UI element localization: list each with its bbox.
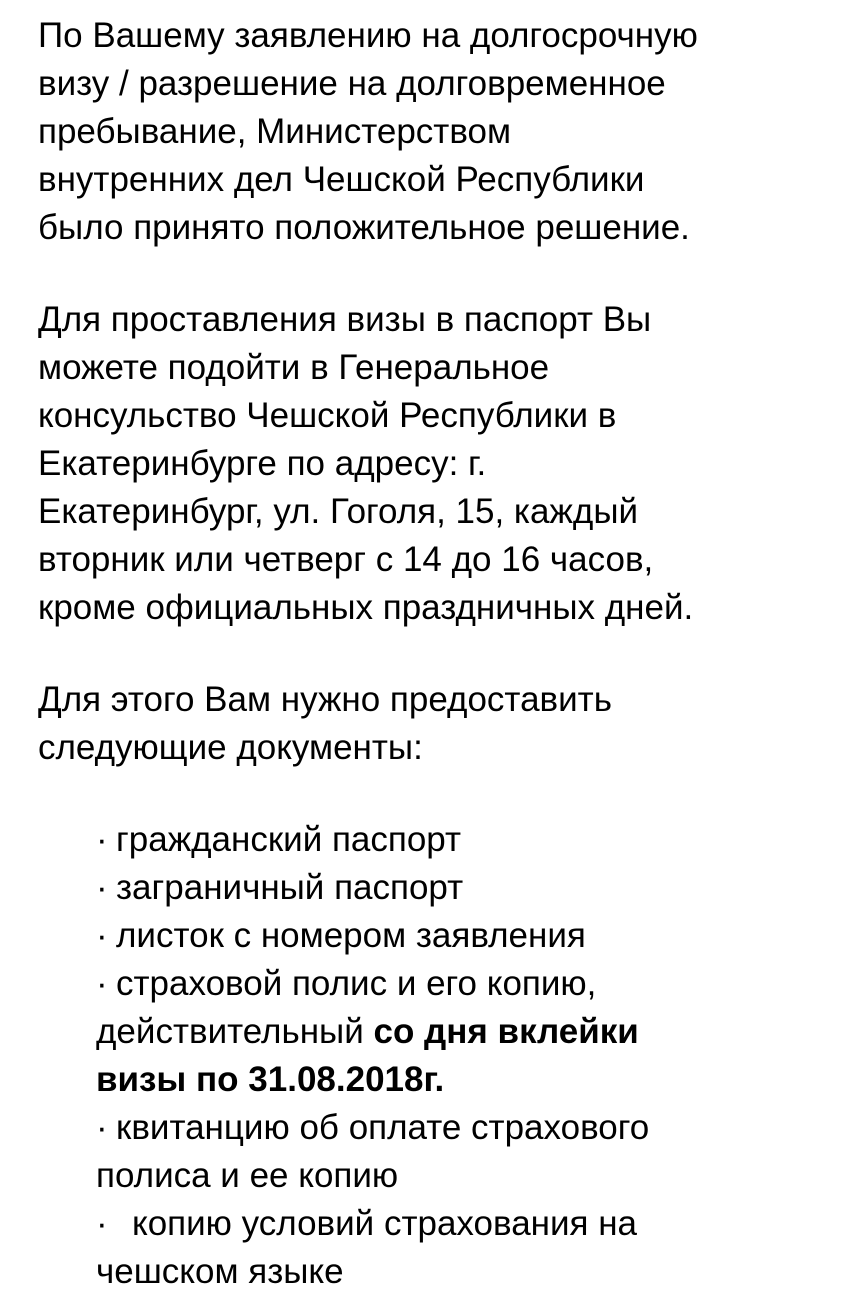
text-line: кроме официальных праздничных дней.	[38, 588, 694, 627]
bullet-icon: ·	[96, 916, 108, 955]
list-item	[96, 864, 840, 912]
list-item	[96, 1104, 840, 1200]
list-item-text: чешском языке	[96, 1252, 344, 1291]
list-item-text: действительный	[96, 1012, 374, 1051]
text-line: визу / разрешение на долговременное	[38, 64, 666, 103]
list-item-text: полиса и ее копию	[96, 1156, 399, 1195]
bullet-icon: ·	[96, 820, 108, 859]
list-item	[96, 912, 840, 960]
list-item-text: листок с номером заявления	[116, 916, 586, 955]
list-item	[96, 1200, 840, 1296]
list-item	[96, 960, 840, 1104]
bullet-icon: ·	[96, 964, 108, 1003]
text-line: пребывание, Министерством	[38, 112, 512, 151]
text-line: следующие документы:	[38, 728, 423, 767]
list-item-text: квитанцию об оплате страхового	[116, 1108, 650, 1147]
text-line: Екатеринбурге по адресу: г.	[38, 444, 487, 483]
text-line: можете подойти в Генеральное	[38, 348, 550, 387]
text-line: Для проставления визы в паспорт Вы	[38, 300, 652, 339]
list-item-text: гражданский паспорт	[116, 820, 462, 859]
text-line: Екатеринбург, ул. Гоголя, 15, каждый	[38, 492, 639, 531]
list-item-text: заграничный паспорт	[116, 868, 464, 907]
decision-paragraph	[38, 12, 840, 252]
validity-highlight: со дня вклейки	[373, 1012, 639, 1051]
consulate-paragraph	[38, 296, 840, 632]
list-item-text: страховой полис и его копию,	[116, 964, 597, 1003]
list-item-text: копию условий страхования на	[132, 1204, 638, 1243]
documents-list	[38, 816, 840, 1296]
bullet-icon: ·	[96, 868, 108, 907]
text-line: консульство Чешской Республики в	[38, 396, 617, 435]
bullet-icon: ·	[96, 1108, 108, 1147]
text-line: По Вашему заявлению на долгосрочную	[38, 16, 698, 55]
validity-date-highlight: визы по 31.08.2018г.	[96, 1060, 445, 1099]
text-line: было принято положительное решение.	[38, 208, 690, 247]
documents-intro-paragraph	[38, 676, 840, 772]
bullet-icon: ·	[96, 1204, 108, 1243]
text-line: Для этого Вам нужно предоставить	[38, 680, 612, 719]
text-line: внутренних дел Чешской Республики	[38, 160, 645, 199]
text-line: вторник или четверг с 14 до 16 часов,	[38, 540, 654, 579]
list-item	[96, 816, 840, 864]
